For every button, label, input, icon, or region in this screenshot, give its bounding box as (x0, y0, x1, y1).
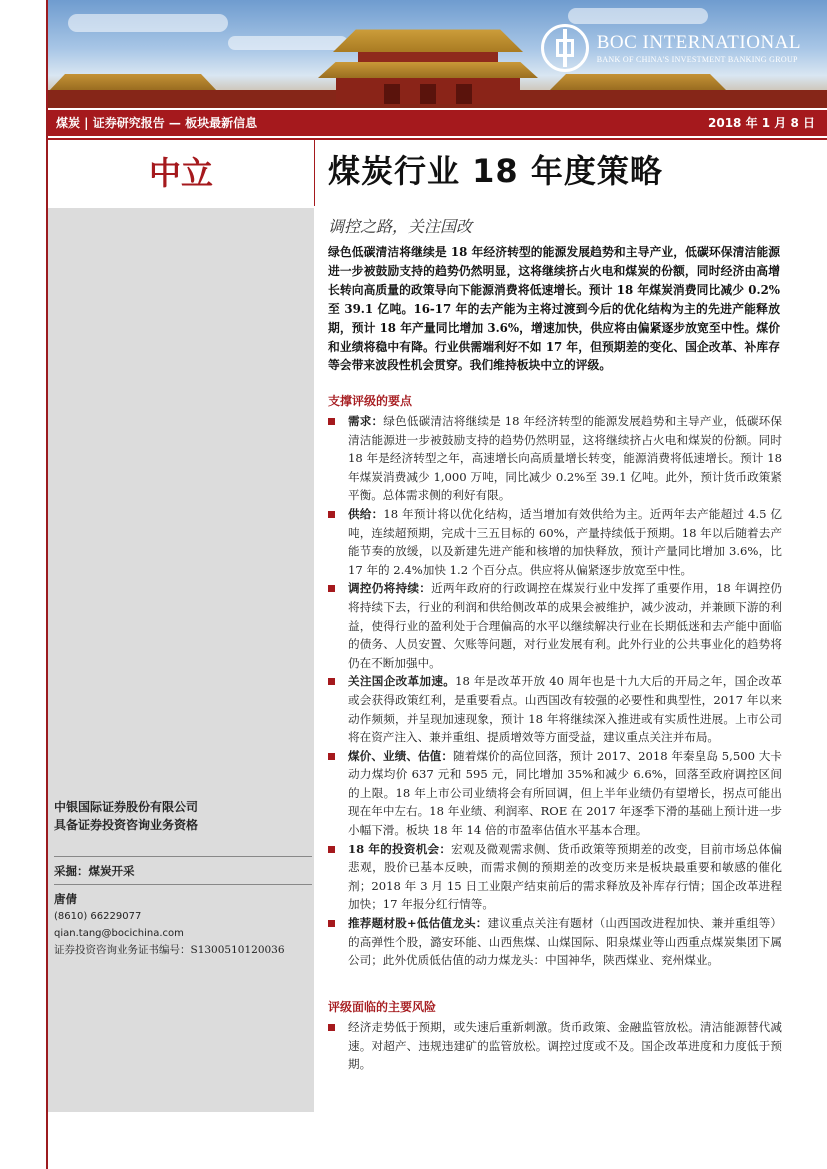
analyst-email[interactable]: qian.tang@bocichina.com (54, 928, 184, 939)
palace-door (456, 84, 472, 104)
firm-name: 中银国际证券股份有限公司 (54, 800, 199, 814)
bullet-item (326, 579, 782, 672)
report-header-bar (48, 110, 827, 136)
divider (54, 856, 312, 857)
analyst-section (54, 852, 312, 959)
palace-roof (333, 22, 523, 52)
bullet-text: 宏观及微观需求侧、货币政策等预期差的改变，目前市场总体偏悲观，股价已基本反映，而需求侧的预期差的改变历来是板块最重要和敏感的催化剂；2018 年 3 月 15 日工业限产结束前后的需求释放及补库存行情；国企改革进程加快；17 年报分红行情等。 (348, 841, 782, 912)
bullet-lead: 18 年的投资机会： (348, 841, 452, 856)
bullet-lead: 供给： (348, 506, 384, 521)
boc-logo-icon (541, 24, 589, 72)
side-panel (48, 208, 314, 1112)
firm-qualification: 具备证券投资咨询业务资格 (54, 818, 199, 832)
header-banner-image (48, 0, 827, 108)
palace-door (420, 84, 436, 104)
support-points-list (326, 412, 782, 970)
bullet-square-icon (328, 678, 335, 685)
bullet-lead: 需求： (348, 414, 384, 428)
bullet-square-icon (328, 920, 335, 927)
bullet-item (326, 672, 782, 746)
bullet-text: 绿色低碳清洁将继续是 18 年经济转型的能源发展趋势和主导产业，低碳环保清洁能源进一步被鼓励支持的趋势仍然明显，这将继续挤占火电和煤炭的份额。同时 18 年是经济转型之年，高速增长向高质量增长转变，能源消费将低速增长。预计 18 年煤炭消费减少 1,000 万吨，同比减少 0.2%至 39.1 亿吨。此外，预计货币政策紧平衡。总体需求侧的利好有限。 (348, 414, 782, 503)
bullet-square-icon (328, 846, 335, 853)
bullet-square-icon (328, 753, 335, 760)
bullet-lead: 煤价、业绩、估值： (348, 748, 454, 763)
logo-name: BOC INTERNATIONAL (596, 31, 801, 53)
risk-points-list (326, 1018, 782, 1074)
bullet-item (326, 1018, 782, 1074)
bullet-lead: 关注国企改革加速。 (348, 674, 456, 689)
palace-door (384, 84, 400, 104)
report-date: 2018 年 1 月 8 日 (708, 116, 815, 130)
cloud (228, 36, 348, 50)
bullet-text: 18 年预计将以优化结构，适当增加有效供给为主。近两年去产能超过 4.5 亿吨，连续超预期，完成十三五目标的 60%，产量持续低于预期。18 年以后随着去产能节奏的放缓，以及新建先进产能和核增的加快释放，预计产量同比增加 3.6%，比 17 年的 2.4%加快 1.2 个百分点。供应将从偏紧逐步放宽至中性。 (348, 506, 782, 577)
report-subtitle: 调控之路，关注国改 (328, 217, 473, 236)
divider (54, 884, 312, 885)
bullet-item (326, 914, 782, 970)
report-abstract: 绿色低碳清洁将继续是 18 年经济转型的能源发展趋势和主导产业，低碳环保清洁能源进一步被鼓励支持的趋势仍然明显，这将继续挤占火电和煤炭的份额，同时经济由高增长转向高质量的政策导向下能源消费将低速增长。预计 18 年煤炭消费同比减少 0.2%至 39.1 亿吨。16-17 年的去产能为主将过渡到今后的优化结构为主的先进产能释放期，预计 18 年产量同比增加 3.6%，增速加快，供应将由偏紧逐步放宽至中性。煤价和业绩将稳中有降。行业供需端利好不如 17 年，但预期差的变化、国企改革、补库存等会带来波段性机会贯穿。我们维持板块中立的评级。 (328, 245, 780, 373)
analyst-certificate: 证券投资咨询业务证书编号：S1300510120036 (54, 944, 285, 956)
bullet-lead: 推荐题材股+低估值龙头： (348, 916, 488, 931)
report-category: 煤炭 | 证券研究报告 — 板块最新信息 (56, 116, 258, 130)
boci-logo (541, 24, 801, 72)
bullet-item (326, 840, 782, 914)
bullet-text: 近两年政府的行政调控在煤炭行业中发挥了重要作用，18 年调控仍将持续下去，行业的利润和供给侧改革的成果会被维护，减少波动，并兼顾下游的利益，使得行业的盈利处于合理偏高的水平以继续解决行业在长期低迷和去产能中面临的债务、人员安置、欠账等问题，对行业发展有利。此外行业的公共事业化的趋势将仍在不断加强中。 (348, 581, 782, 670)
title-separator (314, 140, 315, 206)
palace-lower-roof (318, 62, 538, 78)
bullet-item (326, 505, 782, 579)
support-heading: 支撑评级的要点 (328, 394, 413, 408)
logo-tagline: BANK OF CHINA'S INVESTMENT BANKING GROUP (596, 54, 798, 64)
bullet-text: 随着煤价的高位回落，预计 2017、2018 年秦皇岛 5,500 大卡动力煤均价 637 元和 595 元，同比增加 35%和减少 6.6%，回落至政府调控区间的上限。18 年上市公司业绩将会有所回调，但上半年业绩仍有望增长，拐点可能出现在年中左右。18 年业绩、利润率、ROE 在 2017 年逐季下滑的基础上预计进一步小幅下滑。板块 18 年 14 倍的市盈率估值水平基本合理。 (348, 748, 782, 838)
bullet-item (326, 747, 782, 840)
bullet-text: 18 年是改革开放 40 周年也是十九大后的开局之年，国企改革或会获得政策红利，是重要看点。山西国改有较强的必要性和典型性，2017 年以来动作频频，并呈现加速现象，预计 18 年将继续深入推进或有实质性进展。上市公司将在资产注入、兼并重组、提质增效等方面受益，建议重点关注并布局。 (348, 674, 782, 745)
report-title: 煤炭行业 18 年度策略 (328, 152, 663, 190)
analyst-phone: (8610) 66229077 (54, 911, 142, 922)
bullet-square-icon (328, 511, 335, 518)
bullet-square-icon (328, 585, 335, 592)
bullet-text: 经济走势低于预期，或失速后重新刺激。货币政策、金融监管放松。清洁能源替代减速。对超产、违规违建矿的监管放松。调控过度或不及。国企改革进度和力度低于预期。 (348, 1020, 782, 1072)
bullet-lead: 调控仍将持续： (348, 581, 432, 596)
firm-info (54, 798, 312, 834)
bullet-item (326, 412, 782, 505)
risk-heading: 评级面临的主要风险 (328, 1000, 437, 1014)
bullet-text: 建议重点关注有题材（山西国改进程加快、兼并重组等）的高弹性个股，潞安环能、山西焦煤、山煤国际、阳泉煤业等山西重点煤炭集团下属公司；此外优质低估值的动力煤龙头：中国神华，陕西煤业、兖州煤业。 (348, 916, 782, 968)
bullet-square-icon (328, 418, 335, 425)
rating-label: 中立 (148, 154, 213, 192)
cloud (68, 14, 228, 32)
cloud (568, 8, 708, 24)
bullet-square-icon (328, 1024, 335, 1031)
analyst-name: 唐倩 (54, 892, 77, 906)
sector-label: 采掘：煤炭开采 (54, 864, 135, 878)
